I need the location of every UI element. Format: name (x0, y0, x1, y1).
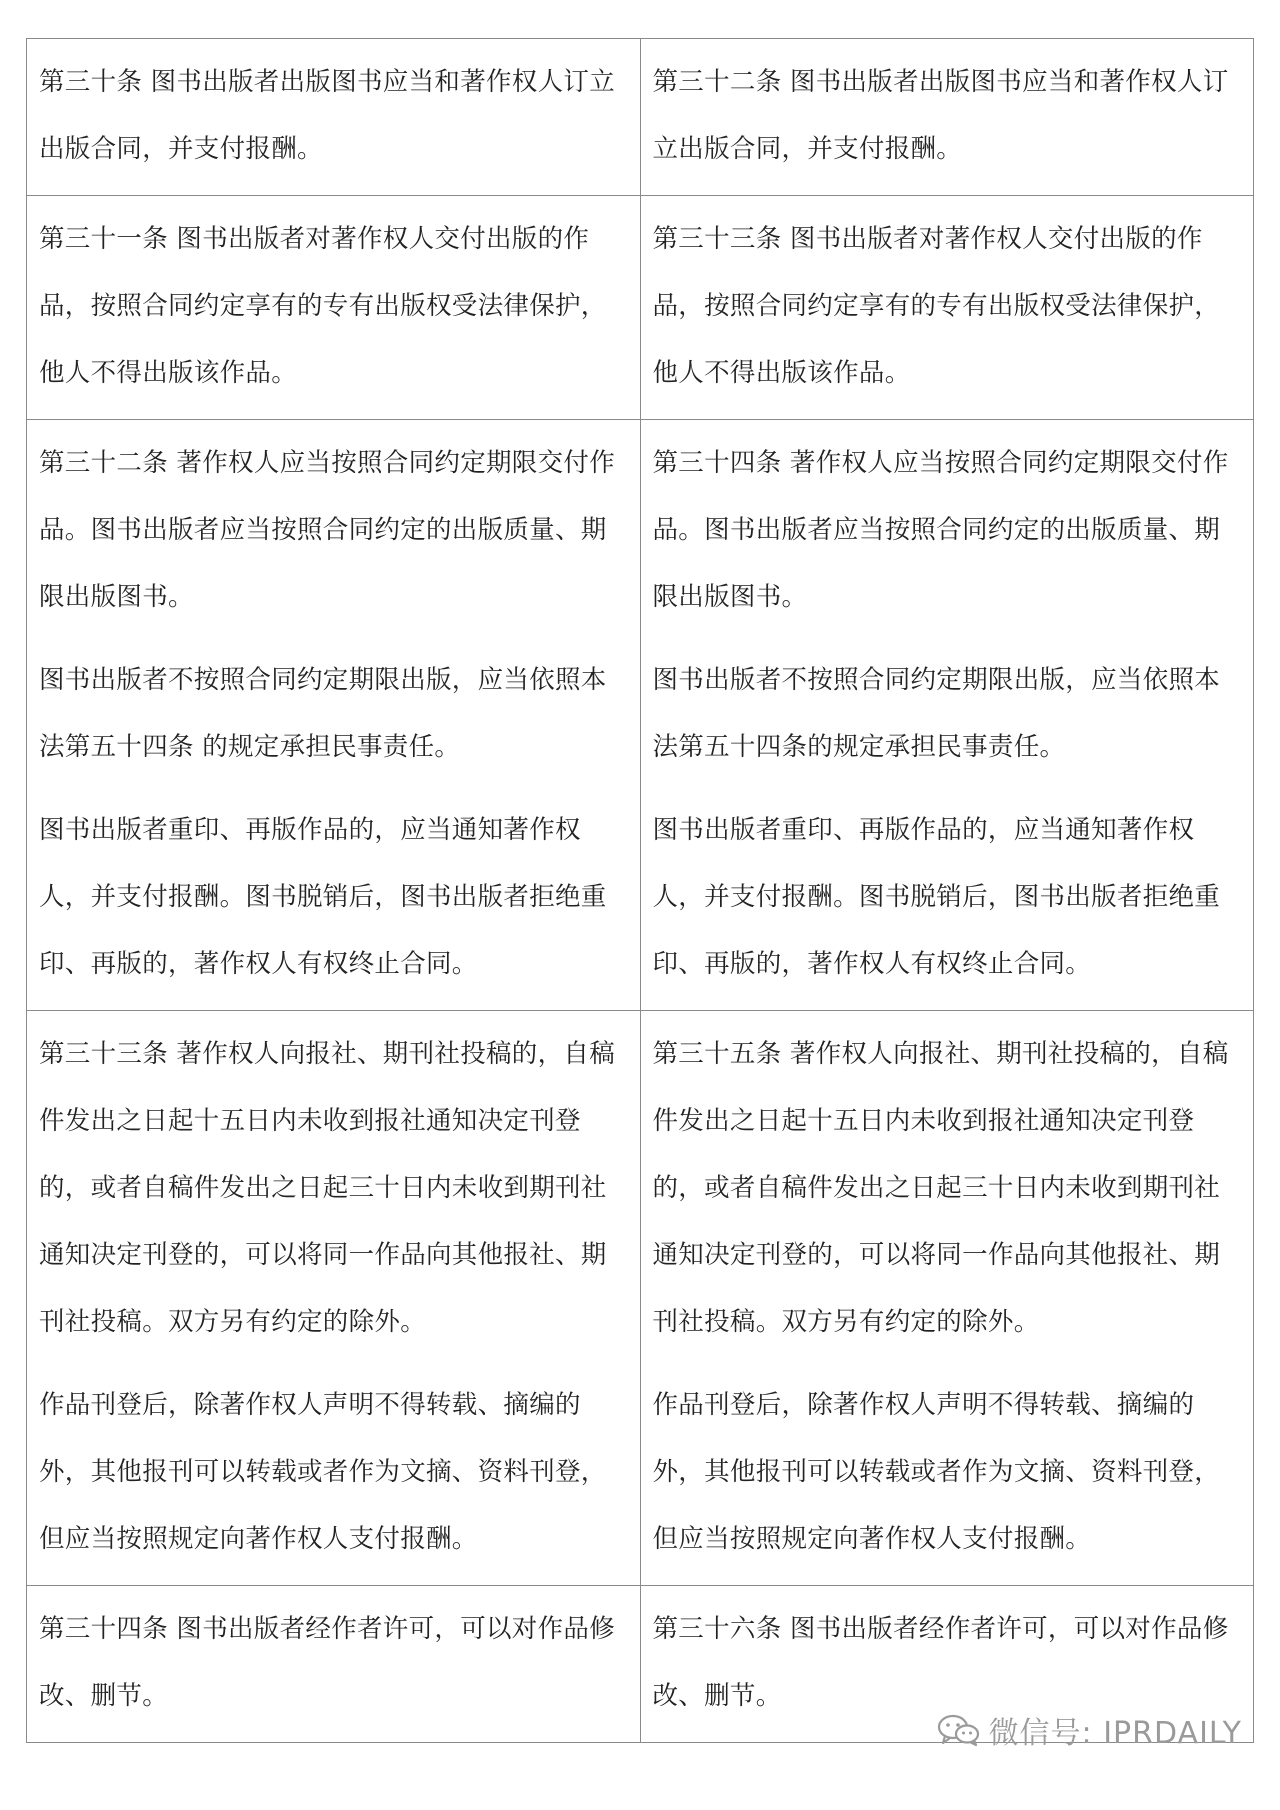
new-text-cell (640, 1011, 1254, 1586)
article-paragraph: 图书出版者不按照合同约定期限出版，应当依照本法第五十四条的规定承担民事责任。 (652, 665, 1221, 762)
article-paragraph: 第三十三条 图书出版者对著作权人交付出版的作品，按照合同约定享有的专有出版权受法律保护，他人不得出版该作品。 (652, 224, 1221, 388)
article-paragraph: 第三十四条 图书出版者经作者许可，可以对作品修改、删节。 (39, 1614, 616, 1711)
wechat-icon (937, 1713, 981, 1747)
article-paragraph: 第三十四条 著作权人应当按照合同约定期限交付作品。图书出版者应当按照合同约定的出版质量、期限出版图书。 (652, 448, 1229, 612)
article-paragraph: 第三十三条 著作权人向报社、期刊社投稿的，自稿件发出之日起十五日内未收到报社通知决定刊登的，或者自稿件发出之日起三十日内未收到期刊社通知决定刊登的，可以将同一作品向其他报社、期刊社投稿。双方另有约定的除外。 (39, 1039, 616, 1337)
new-text-cell (640, 39, 1254, 196)
table-row (27, 420, 1254, 1011)
comparison-table (26, 38, 1254, 1743)
table-row (27, 1011, 1254, 1586)
article-paragraph: 第三十一条 图书出版者对著作权人交付出版的作品，按照合同约定享有的专有出版权受法律保护，他人不得出版该作品。 (39, 224, 607, 388)
old-text-cell (27, 39, 641, 196)
article-paragraph: 图书出版者重印、再版作品的，应当通知著作权人，并支付报酬。图书脱销后，图书出版者拒绝重印、再版的，著作权人有权终止合同。 (39, 815, 607, 979)
article-paragraph: 作品刊登后，除著作权人声明不得转载、摘编的外，其他报刊可以转载或者作为文摘、资料刊登，但应当按照规定向著作权人支付报酬。 (652, 1390, 1221, 1554)
watermark (937, 1710, 1242, 1750)
article-paragraph: 图书出版者重印、再版作品的，应当通知著作权人，并支付报酬。图书脱销后，图书出版者拒绝重印、再版的，著作权人有权终止合同。 (652, 815, 1221, 979)
old-text-cell (27, 420, 641, 1011)
article-paragraph: 第三十六条 图书出版者经作者许可，可以对作品修改、删节。 (652, 1614, 1229, 1711)
article-paragraph: 第三十二条 著作权人应当按照合同约定期限交付作品。图书出版者应当按照合同约定的出版质量、期限出版图书。 (39, 448, 616, 612)
comparison-table-body (27, 39, 1254, 1743)
article-paragraph: 第三十五条 著作权人向报社、期刊社投稿的，自稿件发出之日起十五日内未收到报社通知决定刊登的，或者自稿件发出之日起三十日内未收到期刊社通知决定刊登的，可以将同一作品向其他报社、期刊社投稿。双方另有约定的除外。 (652, 1039, 1229, 1337)
table-row (27, 196, 1254, 420)
old-text-cell (27, 1011, 641, 1586)
new-text-cell (640, 420, 1254, 1011)
old-text-cell (27, 196, 641, 420)
article-paragraph: 第三十二条 图书出版者出版图书应当和著作权人订立出版合同，并支付报酬。 (652, 67, 1229, 164)
article-paragraph: 图书出版者不按照合同约定期限出版，应当依照本法第五十四条 的规定承担民事责任。 (39, 665, 607, 762)
old-text-cell (27, 1586, 641, 1743)
article-paragraph: 第三十条 图书出版者出版图书应当和著作权人订立出版合同，并支付报酬。 (39, 67, 616, 164)
table-row (27, 39, 1254, 196)
article-paragraph: 作品刊登后，除著作权人声明不得转载、摘编的外，其他报刊可以转载或者作为文摘、资料刊登，但应当按照规定向著作权人支付报酬。 (39, 1390, 607, 1554)
new-text-cell (640, 196, 1254, 420)
watermark-text: 微信号: IPRDAILY (988, 1716, 1242, 1751)
